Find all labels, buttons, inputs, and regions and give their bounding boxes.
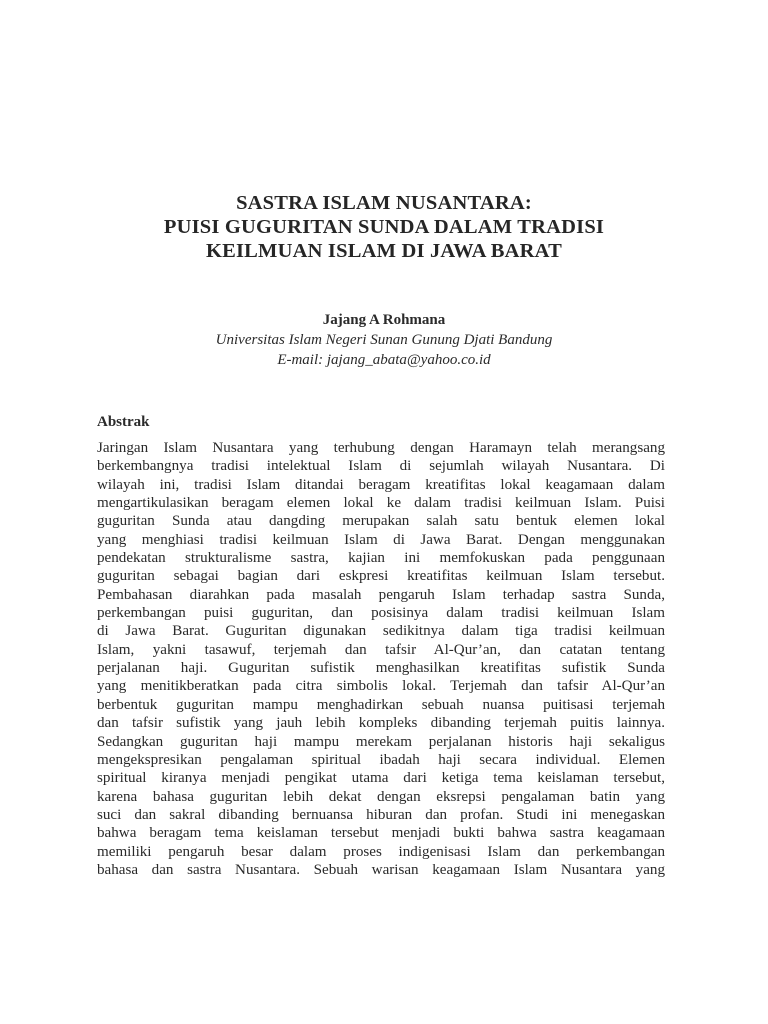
abstract-line: Sedangkan guguritan haji mampu merekam perjalanan historis haji sekaligus: [97, 733, 665, 750]
abstract-line: bahwa beragam tema keislaman tersebut menjadi bukti bahwa sastra keagamaan: [97, 825, 665, 842]
title-line: KEILMUAN ISLAM DI JAWA BARAT: [205, 240, 563, 262]
abstract-line: yang menghiasi tradisi keilmuan Islam di Jawa Barat. Dengan menggunakan: [97, 531, 665, 548]
abstract-line: dan tafsir sufistik yang jauh lebih kompleks dibanding terjemah puitis lainnya.: [97, 715, 665, 732]
abstract-heading: Abstrak: [97, 414, 150, 430]
abstract-line: memiliki pengaruh besar dalam proses indigenisasi Islam dan perkembangan: [97, 843, 665, 860]
author-affiliation: Universitas Islam Negeri Sunan Gunung Djati Bandung: [215, 332, 553, 348]
abstract-line: pendekatan strukturalisme sastra, kajian ini memfokuskan pada penggunaan: [97, 550, 665, 567]
abstract-body: [97, 439, 665, 879]
abstract-line: wilayah ini, tradisi Islam ditandai beragam kreatifitas lokal keagamaan dalam: [97, 476, 665, 493]
abstract-line: mengekspresikan pengalaman spiritual ibadah haji secara individual. Elemen: [97, 751, 665, 768]
abstract-line: perjalanan haji. Guguritan sufistik menghasilkan kreatifitas sufistik Sunda: [97, 660, 665, 677]
abstract-line: Islam, yakni tasawuf, terjemah dan tafsir Al-Qur’an, dan catatan tentang: [97, 641, 665, 658]
abstract-line: mengartikulasikan beragam elemen lokal ke dalam tradisi keilmuan Islam. Puisi: [97, 495, 665, 512]
abstract-line: berkembangnya tradisi intelektual Islam di sejumlah wilayah Nusantara. Di: [97, 458, 665, 475]
abstract-line: Jaringan Islam Nusantara yang terhubung dengan Haramayn telah merangsang: [97, 440, 665, 456]
abstract-line: di Jawa Barat. Guguritan digunakan sedikitnya dalam tiga tradisi keilmuan: [97, 623, 665, 640]
abstract-line: karena bahasa guguritan lebih dekat dengan eksrepsi pengalaman batin yang: [97, 788, 665, 805]
abstract-line: yang menitikberatkan pada citra simbolis lokal. Terjemah dan tafsir Al-Qur’an: [97, 678, 665, 695]
author-email: E-mail: jajang_abata@yahoo.co.id: [277, 352, 491, 368]
abstract-line: suci dan sakral dibanding bernuansa hiburan dan profan. Studi ini menegaskan: [97, 806, 665, 823]
title-line: PUISI GUGURITAN SUNDA DALAM TRADISI: [163, 216, 605, 238]
abstract-line: guguritan sebagai bagian dari eskpresi kreatifitas keilmuan Islam tersebut.: [97, 568, 665, 585]
title-line: SASTRA ISLAM NUSANTARA:: [236, 192, 532, 214]
author-block: [40, 310, 728, 370]
author-name: Jajang A Rohmana: [322, 312, 446, 328]
abstract-line: berbentuk guguritan mampu menghadirkan sebuah nuansa puitisasi terjemah: [97, 696, 665, 713]
abstract-line: Pembahasan diarahkan pada masalah pengaruh Islam terhadap sastra Sunda,: [97, 586, 665, 603]
article-title: [40, 191, 728, 263]
abstract-line: spiritual kiranya menjadi pengikat utama dari ketiga tema keislaman tersebut,: [97, 770, 665, 787]
abstract-line: guguritan Sunda atau dangding merupakan salah satu bentuk elemen lokal: [97, 513, 665, 530]
abstract-line: perkembangan puisi guguritan, dan posisinya dalam tradisi keilmuan Islam: [97, 605, 665, 622]
abstract-line: bahasa dan sastra Nusantara. Sebuah warisan keagamaan Islam Nusantara yang: [97, 861, 665, 878]
